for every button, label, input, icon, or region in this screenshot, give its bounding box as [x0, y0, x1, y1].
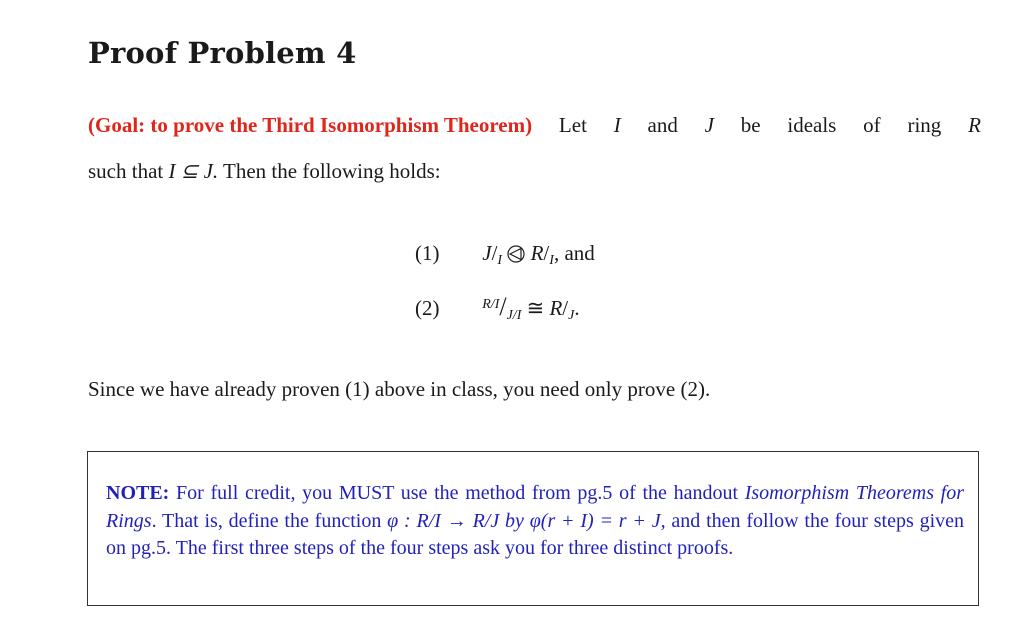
- equation-2: [415, 292, 580, 322]
- math-R: R: [530, 241, 544, 265]
- statement-prefix: such that: [88, 159, 164, 183]
- ideal-triangle-icon: [507, 245, 525, 263]
- statement-word: ring: [907, 113, 942, 137]
- handout-title: Isomorphism Theorems for Rings: [106, 482, 965, 532]
- equation-number: (2): [415, 296, 440, 320]
- statement-suffix: Then the following holds:: [223, 159, 441, 183]
- equation-1: [415, 241, 595, 266]
- math-J: J: [568, 308, 575, 323]
- equation-tail: .: [574, 296, 580, 320]
- note-text: [106, 480, 964, 563]
- math-I: I: [497, 253, 503, 268]
- goal-label: (Goal: to prove the Third Isomorphism Theorem): [88, 113, 533, 137]
- note-part2: . That is, define the function: [151, 509, 382, 532]
- statement-word: I: [613, 113, 621, 137]
- math-R-over-I: R/I: [482, 297, 500, 312]
- statement-word: Let: [558, 113, 587, 137]
- equation-number: (1): [415, 241, 440, 265]
- math-J: J: [482, 241, 492, 265]
- function-definition: φ : R/I → R/J by φ(r + I) = r + J,: [387, 509, 666, 532]
- note-box: [87, 451, 979, 606]
- math-slash: /: [491, 241, 498, 265]
- equation-tail: , and: [553, 241, 595, 265]
- isomorphic-symbol: ≅: [526, 296, 545, 320]
- statement-word: ideals: [787, 113, 837, 137]
- statement-word: be: [740, 113, 761, 137]
- math-slash: /: [562, 296, 569, 320]
- note-part3: and then follow the four steps given on pg.5. The first three steps of the four steps ask you for three distinct proofs.: [106, 509, 965, 559]
- math-big-slash: /: [499, 292, 507, 321]
- statement-word: R: [968, 113, 981, 137]
- theorem-statement-line2: [88, 159, 441, 184]
- subset-relation: I ⊆ J.: [168, 159, 219, 183]
- statement-word: and: [647, 113, 678, 137]
- math-J-over-I: J/I: [506, 308, 522, 323]
- note-label: NOTE:: [106, 482, 170, 504]
- math-R: R: [549, 296, 563, 320]
- instruction-text: Since we have already proven (1) above in class, you need only prove (2).: [88, 377, 711, 401]
- statement-word: J: [704, 113, 714, 137]
- note-part1: For full credit, you MUST use the method from pg.5 of the handout: [176, 482, 739, 504]
- statement-word: of: [863, 113, 881, 137]
- math-I: I: [549, 253, 554, 268]
- page-title: Proof Problem 4: [88, 36, 357, 70]
- theorem-statement-line1: [88, 113, 981, 138]
- math-slash: /: [543, 241, 550, 265]
